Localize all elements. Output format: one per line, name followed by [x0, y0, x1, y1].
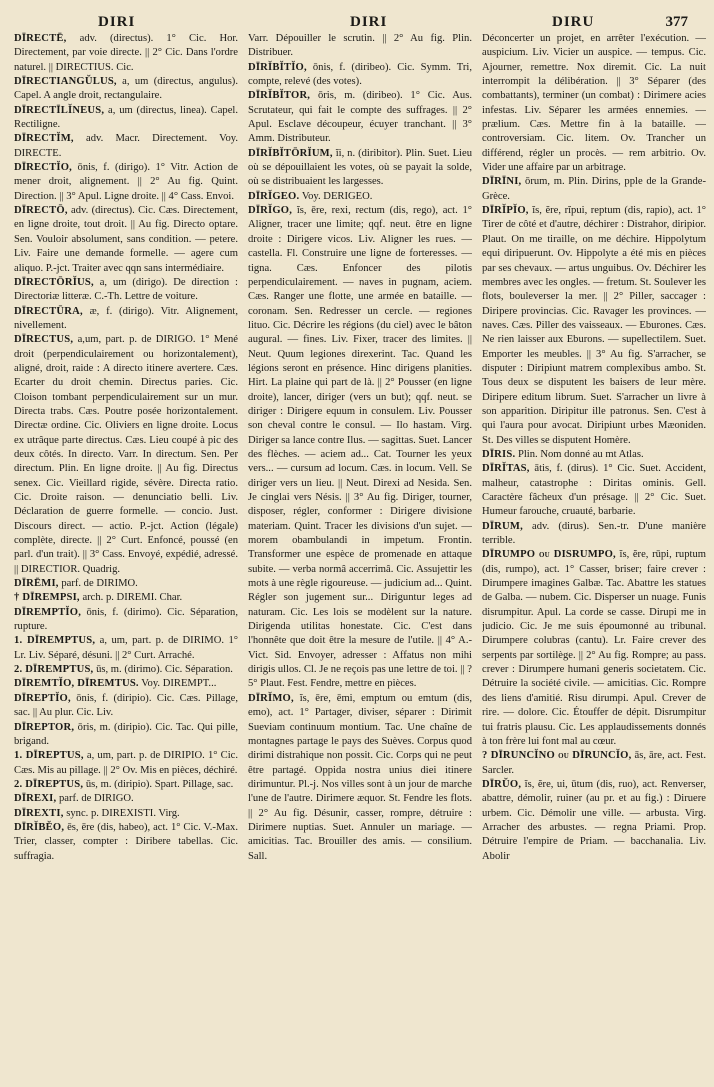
dictionary-entry — [14, 749, 238, 778]
dictionary-entry — [248, 32, 472, 61]
dictionary-entry — [482, 548, 706, 749]
entry-headword: DĪRĬPĬO, — [482, 205, 529, 217]
entry-headword: DĪREXI, — [14, 793, 57, 805]
entry-headword: DĪRECTĬO, — [14, 162, 73, 174]
dictionary-entry — [14, 161, 238, 204]
entry-definition: ĭs, ĕre, ui, ūtum (dis, ruo), act. Renverser, abattre, démolir, ruiner (au pr. et au fig.) : Diruere urbem. Cic. Démolir une ville. — arbusta. Virg. Arracher des arbustes. — regna Priami. Prop. Détruire l'empire de Priam. — bacchanalia. Liv. Abolir — [482, 778, 706, 862]
entry-definition: Voy. DERIGEO. — [301, 190, 373, 202]
dictionary-entry — [248, 692, 472, 864]
entry-definition: ōrum, m. Plin. Dirins, pple de la Grande-Grèce. — [482, 176, 706, 202]
entry-headword: DĪRĒMI, — [14, 578, 59, 590]
entry-definition: ōnis, f. (dirigo). 1° Vitr. Action de mener droit, alignement. || 2° Au fig. Quint. Direction. || 3° Apul. Ligne droite. || 4° Cass. Envoi. — [14, 162, 238, 202]
entry-definition: a, um, part. p. de DIRIPIO. 1° Cic. Cæs. Mis au pillage. || 2° Ov. Mis en pièces, déchiré. — [14, 750, 238, 776]
dictionary-entry — [14, 333, 238, 577]
dictionary-entry — [14, 276, 238, 305]
dictionary-entry — [482, 778, 706, 864]
dictionary-entry — [14, 104, 238, 133]
entry-headword: DĪREPTOR, — [14, 721, 75, 733]
dictionary-entry — [14, 821, 238, 864]
dictionary-entry — [14, 677, 238, 691]
entry-headword: 2. DĪREPTUS, — [14, 778, 84, 790]
entry-headword: DĪRĬTAS, — [482, 463, 530, 475]
entry-headword: DĪRECTŌRĬUS, — [14, 276, 94, 288]
dictionary-entry — [14, 663, 238, 677]
dictionary-entry — [14, 634, 238, 663]
entry-headword: 1. DĪREPTUS, — [14, 750, 84, 762]
dictionary-entry — [14, 32, 238, 75]
entry-definition: ĭi, n. (diribitor). Plin. Suet. Lieu où se dépouillaient les votes, où se payait la solde, où se distribuaient les largesses. — [248, 147, 472, 188]
dictionary-entry — [482, 749, 706, 778]
column-3 — [482, 32, 706, 1082]
dictionary-entry — [14, 591, 238, 605]
dictionary-entry — [14, 577, 238, 591]
entry-headword: DĪRECTUS, — [14, 334, 74, 346]
entry-headword: DĪREXTI, — [14, 807, 64, 819]
dictionary-entry — [248, 204, 472, 692]
entry-headword: 2. DĪREMPTUS, — [14, 664, 94, 676]
dictionary-entry — [14, 721, 238, 750]
columns — [14, 32, 706, 1082]
entry-headword: DĪRUM, — [482, 520, 523, 532]
entry-headword: DĪRUMPO ou DISRUMPO, — [482, 549, 616, 561]
dictionary-entry — [482, 462, 706, 519]
entry-definition: ĭs, ēre, ēmi, emptum ou emtum (dis, emo), act. 1° Partager, diviser, séparer : Dirimit Sueviam continuum montium. Tac. Une chaîne de montagnes partage le pays des Suèves. Corpus quod dirimi distrahique non possit. Cic. Corps qui ne peut être partagé. Oppida nostra unius diei itinere dirimuntur. Pl.-j. Nos villes sont à un jour de marche l'une de l'autre. Dirimere æquor. St. Fendre les flots. || 2° Au fig. Désunir, casser, rompre, détruire : Dirimere nuptias. Suet. Annuler un mariage. — amicitias. Tac. Brouiller des amis. — consilium. Sall. — [248, 692, 472, 862]
entry-headword: DĪREMPTĬO, — [14, 606, 82, 618]
dictionary-entry — [14, 132, 238, 161]
entry-definition: a, um, part. p. de DIRIMO. 1° Lr. Liv. Séparé, désuni. || 2° Curt. Arraché. — [14, 635, 238, 661]
entry-headword: DĪRECTĒ, — [14, 33, 67, 44]
dictionary-entry — [14, 204, 238, 276]
dictionary-entry — [14, 778, 238, 792]
dictionary-entry — [14, 692, 238, 721]
entry-headword: DĪRĬBĬTŌRĬUM, — [248, 147, 333, 159]
column-1 — [14, 32, 238, 1082]
dictionary-entry — [248, 89, 472, 146]
entry-headword: DĪREPTĬO, — [14, 692, 71, 704]
dictionary-entry — [482, 204, 706, 448]
entry-headword: DĪRIS. — [482, 448, 516, 460]
running-head-left: DIRI — [98, 14, 136, 30]
entry-definition: ōris, m. (diripio). Cic. Tac. Qui pille, brigand. — [14, 721, 238, 747]
entry-definition: ōris, m. (diribeo). 1° Cic. Aus. Scrutateur, qui fait le compte des suffrages. || 2° Apul. Esclave découpeur, écuyer tranchant. || 3° Amm. Distributeur. — [248, 90, 472, 145]
entry-definition: ĭs, ĕre, rūpi, ruptum (dis, rumpo), act. 1° Casser, briser; faire crever : Dirumpere imagines Galbæ. Tac. Abattre les statues de Galba. — nubem. Cic. Disperser un nuage. Funis disrumpitur. Apul. La corde se casse. Dirupi me in judicio. Cic. Je me suis époumonné au tribunal. Dirumpere colubras (cantu). Lr. Faire crever des serpents par sortilège. || 2° Au fig. Rompre; au pass. crever : Dirumpere humani generis societatem. Cic. Détruire la société civile. — amicitias. Cic. Rompre des liens d'amitié. Risu dirumpi. Apul. Crever de rire. — dolore. Cic. Étouffer de dépit. Disrumpitur tui fratris plausu. Cic. Les applaudissements donnés à ton frère lui font mal au cœur. — [482, 549, 706, 747]
entry-definition: Varr. Dépouiller le scrutin. || 2° Au fig. Plin. Distribuer. — [248, 33, 472, 59]
dictionary-entry — [482, 448, 706, 462]
entry-headword: ? DĪRUNCĬNO ou DĪRUNCĬO, — [482, 750, 632, 762]
entry-headword: DĪRĬBĬTOR, — [248, 90, 311, 102]
dictionary-entry — [14, 807, 238, 821]
entry-headword: DĪRECTĪLĬNEUS, — [14, 104, 105, 116]
dictionary-entry — [14, 75, 238, 104]
entry-definition: ĭs, ĕre, rĭpui, reptum (dis, rapio), act. 1° Tirer de côté et d'autre, déchirer : Distrahor, diripior. Plaut. On me tiraille, on me déchire. Hippolytum equi diripuerunt. Ov. Hippolyte a été mis en pièces par ses chevaux. — artus unguibus. Ov. Déchirer les membres avec les ongles. — fretum. St. Soulever les flots, bouleverser la mer. || 2° Piller, saccager : Diripere provincias. Cic. Ravager les provinces. — naves. Cæs. Piller des vaisseaux. — Eburones. Cæs. Ne rien laisser aux Eburons. — supellectilem. Suet. Emporter les meubles. || 3° Au fig. S'arracher, se disputer : Diripiunt matrem complexibus ambo. St. Tous deux se disputent les baisers de leur mère. Diripere editum librum. Suet. S'arracher un livre à son apparition. Diripitur ille patronus. Sen. C'est à qui l'aura pour avocat. Diripiunt urbes Mæoniden. St. Des villes se disputent Homère. — [482, 205, 706, 446]
entry-definition: a,um, part. p. de DIRIGO. 1° Mené droit (perpendiculairement ou horizontalement), aligné, droit, raide : A directo itinere avertere. Cæs. Ecarter du droit chemin. Directus paries. Cic. Cloison tombant perpendiculairement sur un mur. Directa trabs. Cæs. Poutre posée horizontalement. Directæ ordine. Cic. Oliviers en ligne droite. Locus ex utrâque parte directus. Cæs. Lieu coupé à pic des deux côtés. In directo. Varr. In directum. Sen. Per directum. Plin. En ligne droite. || Au fig. Directus senex. Cic. Vieillard rigide, sévère. Directa ratio. Cic. Droite raison. — denunciatio belli. Liv. Déclaration de guerre formelle. — concio. Just. Discours direct. — actio. P.-jct. Action (légale) complète, directe. || 2° Curt. Enfoncé, poussé (en parl. d'un trait). || 3° Cass. Envoyé, expédié, adressé. || DIRECTIOR. Quadrig. — [14, 334, 238, 575]
entry-definition: Déconcerter un projet, en arrêter l'exécution. — auspicium. Liv. Vicier un auspice. — tempus. Cic. Ajourner, remettre. Nox diremit. Cic. La nuit interrompit la délibération. || 3° Séparer (des combattants), terminer (un combat) : Dirimere acies infestas. Liv. Séparer les armées ennemies. — prælium. Cæs. Mettre fin à la bataille. — controversiam. Cic. litem. Ov. Trancher un différend, régler un procès. — rem arbitrio. Ov. Vider une affaire par un arbitrage. — [482, 33, 706, 174]
entry-definition: a, um (directus, angulus). Capel. A angle droit, rectangulaire. — [14, 76, 238, 102]
entry-headword: DĪRĬGO, — [248, 205, 293, 217]
entry-headword: DĪREMTĬO, DĪREMTUS. — [14, 678, 139, 690]
entry-definition: adv. (directus). 1° Cic. Hor. Directement, par voie directe. || 2° Cic. Dans l'ordre naturel. || DIRECTIUS. Cic. — [14, 33, 238, 73]
running-head-center: DIRI — [350, 14, 388, 30]
dictionary-entry — [482, 175, 706, 204]
entry-definition: adv. (dirus). Sen.-tr. D'une manière terrible. — [482, 520, 706, 547]
dictionary-entry — [14, 792, 238, 806]
dictionary-entry — [14, 305, 238, 334]
entry-headword: DĪRĬBĔO, — [14, 821, 65, 833]
column-2 — [248, 32, 472, 1082]
entry-definition: ātis, f. (dirus). 1° Cic. Suet. Accident, malheur, catastrophe : Diritas ominis. Gell. Caractère fâcheux d'un présage. || 2° Cic. Suet. Humeur farouche, cruauté, barbarie. — [482, 463, 706, 518]
entry-headword: DĪRECTĬM, — [14, 133, 74, 145]
dictionary-entry — [14, 606, 238, 635]
entry-definition: ōnis, f. (diripio). Cic. Cæs. Pillage, sac. || Au plur. Cic. Liv. — [14, 692, 238, 719]
dictionary-entry — [248, 190, 472, 204]
entry-headword: 1. DĪREMPTUS, — [14, 635, 96, 647]
entry-definition: Voy. DIREMPT... — [141, 678, 217, 690]
entry-definition: ōnis, f. (diribeo). Cic. Symm. Tri, compte, relevé (des votes). — [248, 61, 472, 88]
entry-definition: ās, āre, act. Fest. Sarcler. — [482, 750, 706, 776]
entry-headword: † DĪREMPSI, — [14, 592, 80, 604]
entry-definition: sync. p. DIREXISTI. Virg. — [66, 807, 180, 819]
entry-headword: DĪRECTIANGŬLUS, — [14, 76, 117, 88]
entry-headword: DĪRĬGEO. — [248, 190, 300, 202]
entry-headword: DĪRĪNI, — [482, 176, 522, 188]
entry-definition: adv. (directus). Cic. Cæs. Directement, en ligne droite, tout droit. || Au fig. Directo optare. Sen. Vouloir absolument, sans condition. — petere. Liv. Faire une demande formelle. — agere cum aliquo. P.-jct. Traiter avec qqn sans intermédiaire. — [14, 205, 238, 274]
entry-headword: DĪRECTŪRA, — [14, 305, 83, 317]
entry-definition: a, um (dirigo). De direction : Directoriæ litteræ. C.-Th. Lettre de voiture. — [14, 276, 238, 303]
entry-definition: ūs, m. (dirimo). Cic. Séparation. — [96, 664, 233, 676]
entry-definition: Plin. Nom donné au mt Atlas. — [517, 448, 644, 460]
entry-definition: arch. p. DIREMI. Char. — [82, 592, 183, 604]
entry-definition: ĭs, ēre, rexi, rectum (dis, rego), act. 1° Aligner, tracer une limite; qqf. neut. être en ligne droite : Dirigere vicos. Liv. Aligner les rues. — castella. Fl. Construire une ligne de forteresses. — tigna. Cæs. Enfoncer des pilotis perpendiculairement. — naves in pugnam, aciem. Cæs. Ranger une flotte, une armée en bataille. — coronam. Sen. Redresser un cercle. — regiones lituo. Cic. Décrire les régions (du ciel) avec le bâton augural. — fines. Liv. Fixer, tracer des limites. || Neut. Quum legiones direxerint. Tac. Quand les légions seront en présence. Hinc dirigens planities. Hirt. La plaine qui part de là. || 2° Pousser (en ligne droite), lancer, diriger (vers un but); qqf. neut. se diriger : Dirigere equum in consulem. Liv. Pousser son cheval contre le consul. — Ilo hastam. Virg. Diriger sa lance contre Ilus. — sagittas. Suet. Lancer des flèches. — aciem ad... Cat. Tourner les yeux vers... — cursum ad locum. Cæs. in locum. Vell. Se diriger vers un lieu. || Neut. Direxi ad Nesida. Sen. Je cinglai vers Nésis. || 3° Au fig. Diriger, tourner, disposer, régler, conformer : Dirigere divisione materiam. Quint. Tracer les divisions d'un sujet. — morem obambulandi in impetum. Frontin. Transformer une espèce de promenade en attaque subite. — verba normâ accerrimâ. Cic. Assujettir les mots à une règle rigoureuse. — judicium ad... Quint. Régler son jugement sur... Diriguntur leges ad naturam. Cic. Les lois se modèlent sur la nature. Dirigenda utilitas honestate. Cic. C'est dans l'honnête que doit être la mesure de l'utile. || 4° A.-Vict. Sid. Envoyer, adresser : Affatus non mihi dirigis ullos. Cl. Je ne reçois pas une lettre de toi. || ? 5° Plaut. Fest. Fendre, mettre en pièces. — [248, 205, 472, 690]
entry-definition: ōnis, f. (dirimo). Cic. Séparation, rupture. — [14, 606, 238, 633]
entry-definition: æ, f. (dirigo). Vitr. Alignement, nivellement. — [14, 305, 238, 331]
dictionary-entry — [482, 32, 706, 175]
entry-headword: DĪRŬO, — [482, 778, 522, 790]
entry-definition: adv. Macr. Directement. Voy. DIRECTE. — [14, 133, 238, 159]
entry-headword: DĪRECTŌ, — [14, 205, 68, 217]
entry-definition: parf. de DIRIGO. — [58, 793, 134, 805]
entry-definition: parf. de DIRIMO. — [61, 578, 138, 590]
running-head-right: DIRU — [552, 14, 595, 30]
entry-definition: ūs, m. (diripio). Spart. Pillage, sac. — [85, 778, 234, 790]
entry-headword: DĪRĬBĬTĬO, — [248, 61, 307, 73]
page-header — [14, 10, 706, 32]
dictionary-entry — [482, 520, 706, 549]
entry-headword: DĪRĬMO, — [248, 692, 294, 704]
dictionary-entry — [248, 61, 472, 90]
page-number: 377 — [665, 14, 688, 30]
entry-definition: ēs, ēre (dis, habeo), act. 1° Cic. V.-Max. Trier, classer, compter : Diribere tabellas. Cic. suffragia. — [14, 821, 238, 862]
dictionary-entry — [248, 147, 472, 190]
entry-definition: a, um (directus, linea). Capel. Rectiligne. — [14, 104, 238, 131]
